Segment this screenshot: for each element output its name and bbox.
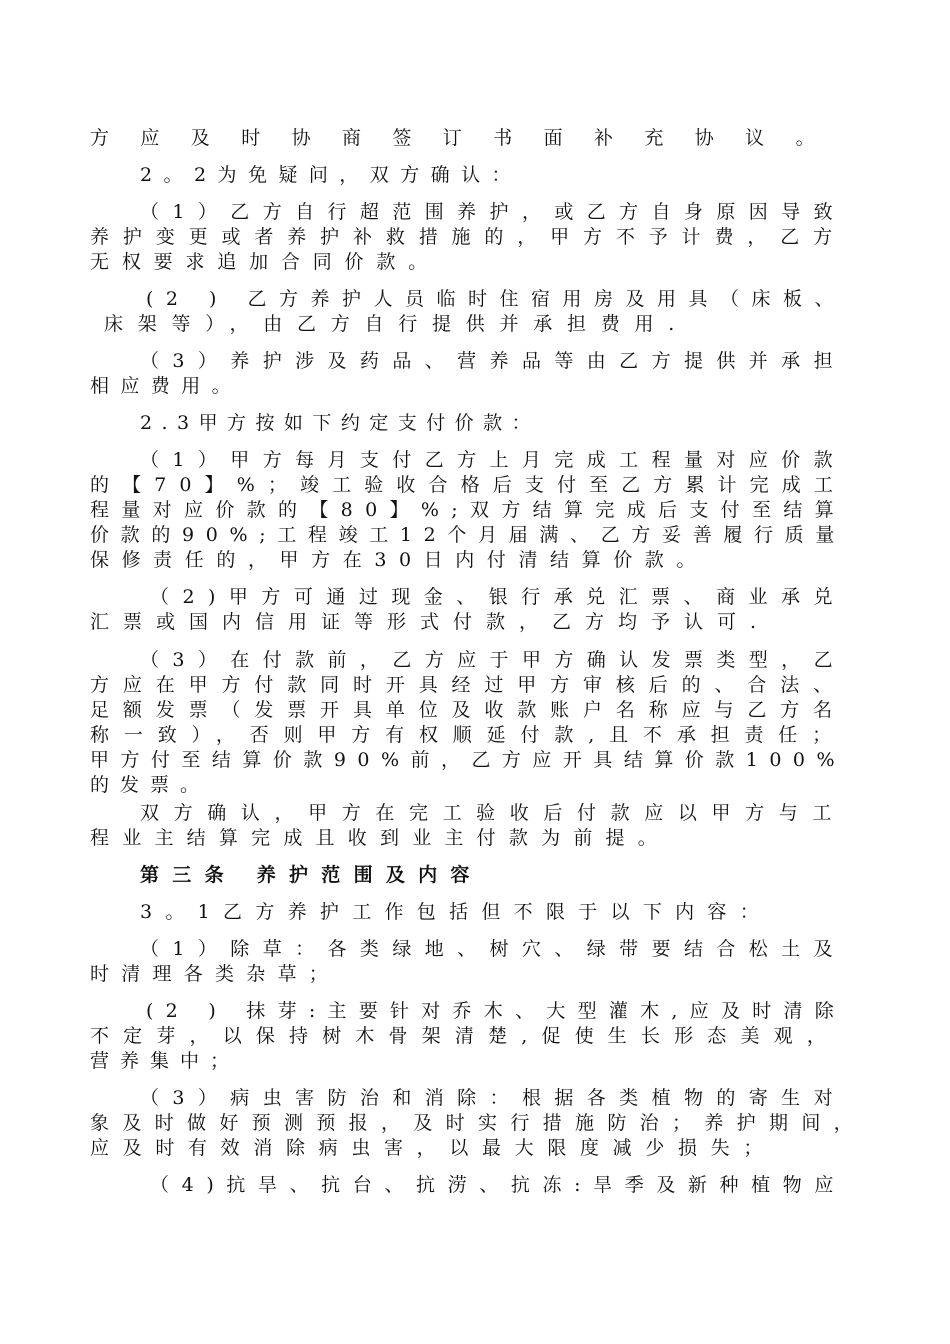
text-line: 价款的90%;工程竣工12个月届满、乙方妥善履行质量 (90, 524, 846, 546)
text-line: 时清理各类杂草； (90, 963, 340, 985)
text-line: (2 ) 抹芽:主要针对乔木、大型灌木,应及时清除 (146, 1000, 846, 1022)
text-line: （1）除草：各类绿地、树穴、绿带要结合松土及 (140, 938, 846, 960)
text-line: 程业主结算完成且收到业主付款为前提。 (90, 827, 670, 849)
text-line: 不定芽，以保持树木骨架清楚,促使生长形态美观， (90, 1025, 840, 1047)
clause-3-1-heading: 3。1乙方养护工作包括但不限于以下内容： (140, 901, 772, 923)
clause-2-2-heading: 2。2为免疑问，双方确认： (140, 164, 522, 186)
text-line: 甲方付至结算价款90%前，乙方应开具结算价款100% (90, 749, 846, 771)
text-line: 营养集中； (90, 1050, 240, 1072)
text-line: （3）病虫害防治和消除：根据各类植物的寄生对 (140, 1087, 846, 1109)
text-line: 程量对应价款的【80】%;双方结算完成后支付至结算 (90, 499, 846, 521)
text-line: 双方确认，甲方在完工验收后付款应以甲方与工 (140, 802, 846, 824)
clause-2-3-heading: 2.3甲方按如下约定支付价款： (140, 412, 540, 434)
text-line: （1）甲方每月支付乙方上月完成工程量对应价款 (140, 449, 846, 471)
text-line: 称一致），否则甲方有权顺延付款,且不承担责任； (90, 724, 846, 746)
text-line: 应及时有效消除病虫害，以最大限度减少损失； (90, 1137, 776, 1159)
text-line: （3）在付款前，乙方应于甲方确认发票类型，乙 (140, 649, 846, 671)
text-line: （2)甲方可通过现金、银行承兑汇票、商业承兑 (150, 586, 846, 608)
text-line: （1）乙方自行超范围养护，或乙方自身原因导致 (140, 201, 846, 223)
text-line: （4)抗旱、抗台、抗涝、抗冻:旱季及新种植物应 (150, 1174, 846, 1196)
text-line: 足额发票（发票开具单位及收款账户名称应与乙方名 (90, 699, 846, 721)
text-line: 相应费用。 (90, 375, 242, 397)
text-line: 无权要求追加合同价款。 (90, 251, 440, 273)
text-line: 汇票或国内信用证等形式付款，乙方均予认可. (90, 611, 770, 633)
text-line: （3）养护涉及药品、营养品等由乙方提供并承担 (140, 350, 846, 372)
text-line: 的发票。 (90, 774, 210, 796)
article-3-heading: 第三条 养护范围及内容 (140, 864, 483, 886)
text-line: (2 ) 乙方养护人员临时住宿用房及用具（床板、 (146, 288, 846, 310)
text-line: 方应及时协商签订书面补充协议。 (90, 127, 846, 149)
text-line: 象及时做好预测预报，及时实行措施防治；养护期间， (90, 1112, 866, 1134)
text-line: 床架等），由乙方自行提供并承担费用. (104, 313, 689, 335)
text-line: 保修责任的，甲方在30日内付清结算价款。 (90, 549, 708, 571)
text-line: 方应在甲方付款同时开具经过甲方审核后的、合法、 (90, 674, 846, 696)
text-line: 的【70】%；竣工验收合格后支付至乙方累计完成工 (90, 474, 846, 496)
text-line: 养护变更或者养护补救措施的，甲方不予计费，乙方 (90, 226, 846, 248)
